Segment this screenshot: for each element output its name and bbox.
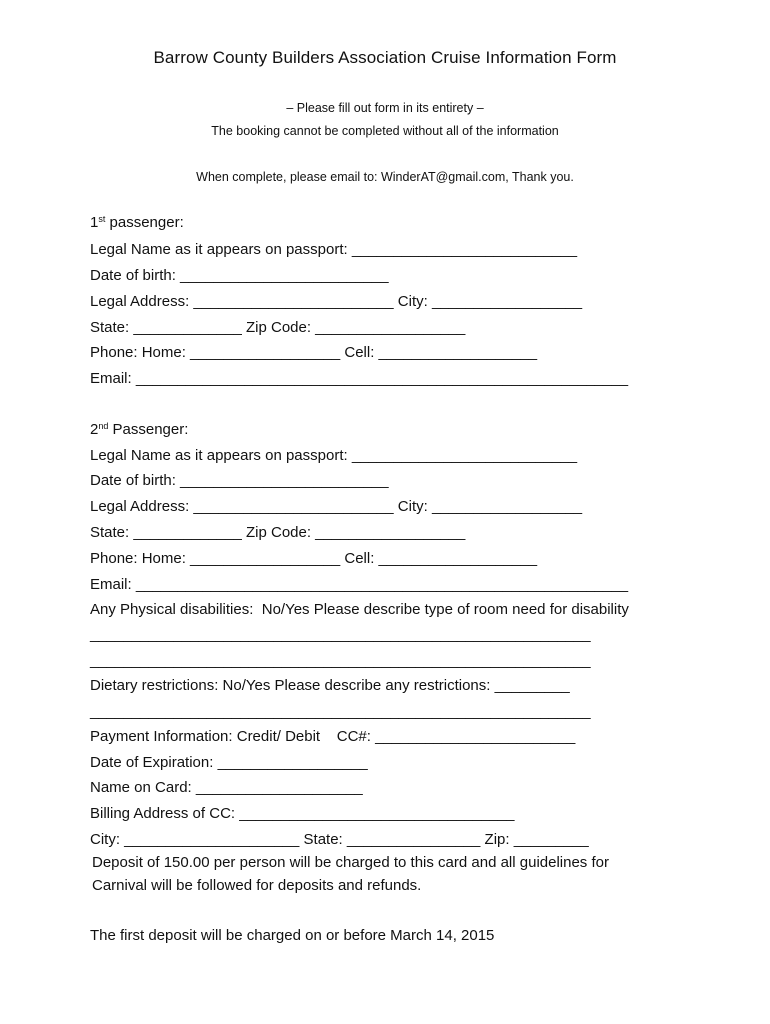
dietary-blank-1[interactable]: ____________________________________________________________ bbox=[90, 703, 591, 720]
passenger2-heading-num: 2 bbox=[90, 421, 99, 438]
passenger2-email-field[interactable]: Email: ___________________________________________________________ bbox=[90, 576, 629, 593]
passenger2-heading-text: Passenger: bbox=[108, 421, 189, 438]
card-expiration-field[interactable]: Date of Expiration: __________________ bbox=[90, 754, 368, 771]
payment-cc-field[interactable]: Payment Information: Credit/ Debit CC#: ________________________ bbox=[90, 728, 576, 745]
instruction-fill-out: – Please fill out form in its entirety – bbox=[286, 101, 484, 115]
passenger1-heading-text: passenger: bbox=[105, 214, 184, 231]
name-on-card-field[interactable]: Name on Card: ____________________ bbox=[90, 779, 363, 796]
passenger1-address-field[interactable]: Legal Address: ________________________ City: __________________ bbox=[90, 293, 583, 310]
passenger1-heading bbox=[90, 214, 184, 231]
passenger1-email-field[interactable]: Email: ___________________________________________________________ bbox=[90, 370, 629, 387]
passenger2-state-zip-field[interactable]: State: _____________ Zip Code: __________________ bbox=[90, 524, 466, 541]
passenger1-dob-field[interactable]: Date of birth: _________________________ bbox=[90, 267, 389, 284]
billing-city-state-zip-field[interactable]: City: _____________________ State: ________________ Zip: _________ bbox=[90, 831, 589, 848]
passenger2-heading bbox=[90, 421, 188, 438]
passenger1-phone-field[interactable]: Phone: Home: __________________ Cell: ___________________ bbox=[90, 344, 538, 361]
disabilities-blank-2[interactable]: ____________________________________________________________ bbox=[90, 652, 591, 669]
disabilities-label: Any Physical disabilities: No/Yes Please describe type of room need for disability bbox=[90, 601, 629, 618]
deposit-note-line-1: Deposit of 150.00 per person will be charged to this card and all guidelines for bbox=[92, 854, 609, 871]
deposit-date-note: The first deposit will be charged on or before March 14, 2015 bbox=[90, 927, 495, 944]
instruction-booking: The booking cannot be completed without all of the information bbox=[211, 124, 559, 138]
instruction-email: When complete, please email to: WinderAT@gmail.com, Thank you. bbox=[196, 170, 574, 184]
dietary-field[interactable]: Dietary restrictions: No/Yes Please describe any restrictions: _________ bbox=[90, 677, 570, 694]
passenger2-dob-field[interactable]: Date of birth: _________________________ bbox=[90, 472, 389, 489]
disabilities-blank-1[interactable]: ____________________________________________________________ bbox=[90, 626, 591, 643]
billing-address-field[interactable]: Billing Address of CC: _________________________________ bbox=[90, 805, 515, 822]
passenger1-legal-name-field[interactable]: Legal Name as it appears on passport: ___________________________ bbox=[90, 241, 578, 258]
passenger2-phone-field[interactable]: Phone: Home: __________________ Cell: ___________________ bbox=[90, 550, 538, 567]
passenger1-heading-sup: st bbox=[98, 214, 106, 224]
passenger1-state-zip-field[interactable]: State: _____________ Zip Code: __________________ bbox=[90, 319, 466, 336]
passenger2-heading-sup: nd bbox=[98, 421, 109, 431]
form-title: Barrow County Builders Association Cruise Information Form bbox=[153, 48, 617, 67]
passenger2-address-field[interactable]: Legal Address: ________________________ City: __________________ bbox=[90, 498, 583, 515]
passenger2-legal-name-field[interactable]: Legal Name as it appears on passport: ___________________________ bbox=[90, 447, 578, 464]
passenger1-heading-num: 1 bbox=[90, 214, 99, 231]
deposit-note-line-2: Carnival will be followed for deposits and refunds. bbox=[92, 877, 422, 894]
